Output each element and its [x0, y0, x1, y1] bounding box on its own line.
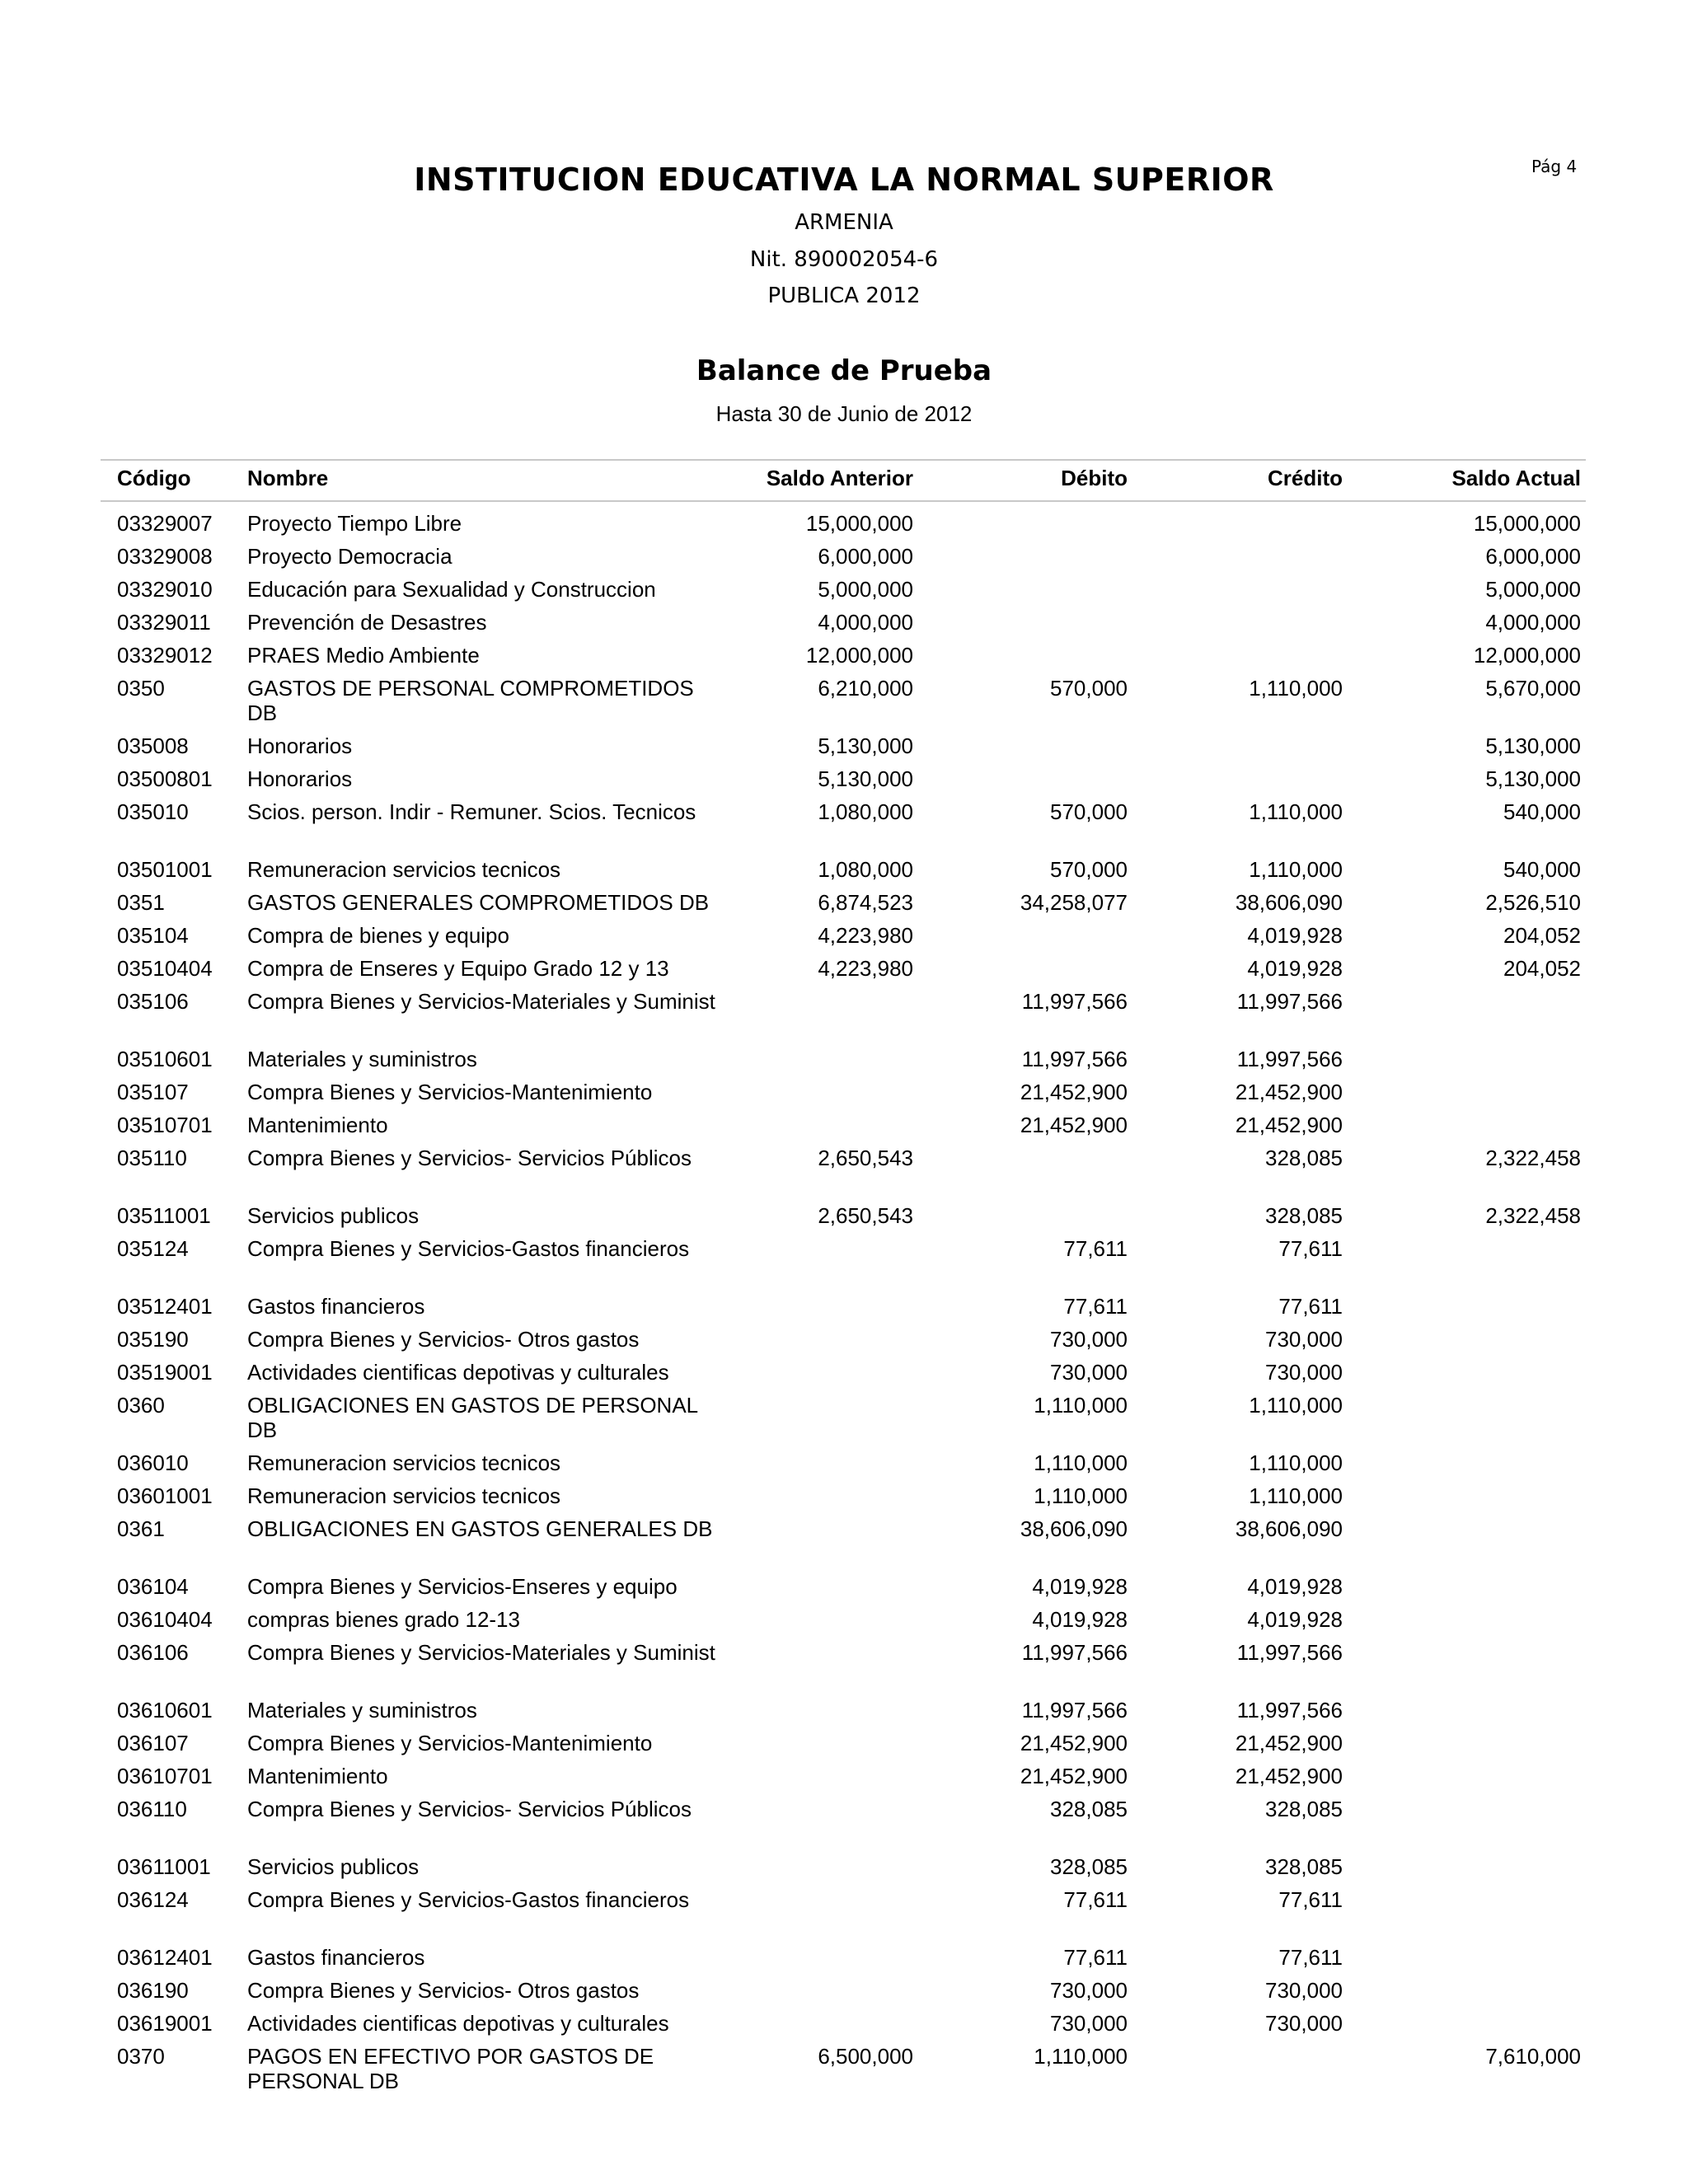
- header-rule-top: [101, 459, 1586, 461]
- col-header-saldo-actual: Saldo Actual: [1451, 466, 1581, 490]
- cell-saldo-actual: 2,322,458: [1485, 1203, 1581, 1228]
- table-row: [0, 1294, 1688, 1327]
- cell-code: 036107: [117, 1731, 189, 1755]
- cell-debito: 21,452,900: [1020, 1080, 1128, 1104]
- table-row: [0, 1080, 1688, 1113]
- table-row: [0, 1113, 1688, 1146]
- cell-name: Compra Bienes y Servicios- Servicios Públicos: [247, 1146, 692, 1170]
- cell-credito: 328,085: [1265, 1797, 1343, 1821]
- table-row: [0, 1978, 1688, 2011]
- col-header-debito: Débito: [1061, 466, 1128, 490]
- cell-name: GASTOS GENERALES COMPROMETIDOS DB: [247, 890, 710, 915]
- col-header-code: Código: [117, 466, 191, 490]
- nit: Nit. 890002054-6: [749, 247, 939, 272]
- cell-debito: 21,452,900: [1020, 1764, 1128, 1788]
- cell-code: 03611001: [117, 1854, 211, 1879]
- page-number: Pág 4: [1531, 157, 1578, 176]
- cell-code: 03511001: [117, 1203, 211, 1228]
- cell-debito: 38,606,090: [1020, 1516, 1128, 1541]
- table-row: [0, 2044, 1688, 2102]
- publica-year: PUBLICA 2012: [767, 284, 921, 308]
- cell-code: 036106: [117, 1640, 189, 1665]
- cell-debito: 1,110,000: [1034, 1483, 1128, 1508]
- cell-saldo-anterior: 1,080,000: [818, 857, 913, 882]
- col-header-credito: Crédito: [1268, 466, 1343, 490]
- cell-name: Compra de bienes y equipo: [247, 923, 509, 948]
- cell-debito: 77,611: [1063, 1887, 1128, 1912]
- cell-name: Compra Bienes y Servicios-Materiales y Suminist: [247, 989, 715, 1014]
- cell-credito: 4,019,928: [1247, 1607, 1343, 1632]
- cell-code: 03510601: [117, 1047, 213, 1071]
- table-row: [0, 890, 1688, 923]
- cell-saldo-anterior: 5,000,000: [818, 577, 913, 602]
- cell-code: 03329010: [117, 577, 213, 602]
- table-row: [0, 2011, 1688, 2044]
- cell-debito: 21,452,900: [1020, 1113, 1128, 1137]
- cell-saldo-actual: 540,000: [1503, 799, 1581, 824]
- cell-name: Servicios publicos: [247, 1854, 420, 1879]
- cell-name: Compra Bienes y Servicios-Enseres y equipo: [247, 1574, 678, 1599]
- cell-saldo-actual: 4,000,000: [1485, 610, 1581, 635]
- cell-credito: 11,997,566: [1236, 1698, 1343, 1722]
- cell-debito: 4,019,928: [1032, 1607, 1128, 1632]
- cell-saldo-actual: 540,000: [1503, 857, 1581, 882]
- cell-saldo-anterior: 2,650,543: [818, 1203, 913, 1228]
- cell-code: 03601001: [117, 1483, 213, 1508]
- table-row: [0, 956, 1688, 989]
- table-row: [0, 1360, 1688, 1393]
- cell-debito: 328,085: [1050, 1797, 1128, 1821]
- cell-saldo-anterior: 6,500,000: [818, 2044, 913, 2069]
- table-row: [0, 799, 1688, 857]
- table-row: [0, 1327, 1688, 1360]
- table-row: [0, 733, 1688, 766]
- cell-saldo-anterior: 6,000,000: [818, 544, 913, 569]
- cell-code: 03510701: [117, 1113, 213, 1137]
- cell-debito: 4,019,928: [1032, 1574, 1128, 1599]
- cell-credito: 21,452,900: [1235, 1080, 1343, 1104]
- table-row: [0, 857, 1688, 890]
- table-row: [0, 1731, 1688, 1764]
- cell-debito: 570,000: [1050, 857, 1128, 882]
- cell-saldo-actual: 12,000,000: [1473, 643, 1581, 668]
- cell-credito: 11,997,566: [1236, 1047, 1343, 1071]
- cell-saldo-anterior: 4,000,000: [818, 610, 913, 635]
- cell-debito: 328,085: [1050, 1854, 1128, 1879]
- cell-debito: 570,000: [1050, 676, 1128, 701]
- cell-code: 03329012: [117, 643, 213, 668]
- cell-name: Compra Bienes y Servicios-Materiales y Suminist: [247, 1640, 715, 1665]
- cell-name: Honorarios: [247, 766, 353, 791]
- table-row: [0, 1797, 1688, 1854]
- cell-code: 03519001: [117, 1360, 213, 1385]
- cell-name: GASTOS DE PERSONAL COMPROMETIDOS DB: [247, 676, 694, 725]
- cell-name: Compra Bienes y Servicios-Mantenimiento: [247, 1080, 653, 1104]
- cell-debito: 1,110,000: [1034, 1393, 1128, 1418]
- cell-debito: 730,000: [1050, 1360, 1128, 1385]
- cell-credito: 11,997,566: [1236, 989, 1343, 1014]
- cell-credito: 328,085: [1265, 1203, 1343, 1228]
- cell-credito: 77,611: [1278, 1294, 1343, 1319]
- table-row: [0, 1945, 1688, 1978]
- cell-name: Mantenimiento: [247, 1764, 388, 1788]
- cell-credito: 38,606,090: [1235, 890, 1343, 915]
- table-row: [0, 989, 1688, 1047]
- cell-debito: 77,611: [1063, 1294, 1128, 1319]
- col-header-saldo-anterior: Saldo Anterior: [766, 466, 913, 490]
- cell-credito: 77,611: [1278, 1887, 1343, 1912]
- cell-credito: 328,085: [1265, 1146, 1343, 1170]
- cell-credito: 1,110,000: [1249, 799, 1343, 824]
- cell-debito: 34,258,077: [1020, 890, 1128, 915]
- cell-debito: 21,452,900: [1020, 1731, 1128, 1755]
- cell-saldo-actual: 5,670,000: [1485, 676, 1581, 701]
- cell-saldo-anterior: 6,210,000: [818, 676, 913, 701]
- cell-name: Remuneracion servicios tecnicos: [247, 1451, 561, 1475]
- table-row: [0, 1854, 1688, 1887]
- cell-saldo-anterior: 12,000,000: [805, 643, 913, 668]
- institution-name: INSTITUCION EDUCATIVA LA NORMAL SUPERIOR: [414, 162, 1274, 198]
- cell-code: 03610404: [117, 1607, 213, 1632]
- cell-credito: 77,611: [1278, 1236, 1343, 1261]
- cell-debito: 11,997,566: [1021, 989, 1128, 1014]
- cell-saldo-anterior: 6,874,523: [818, 890, 913, 915]
- cell-name: PRAES Medio Ambiente: [247, 643, 480, 668]
- cell-credito: 1,110,000: [1249, 676, 1343, 701]
- table-row: [0, 766, 1688, 799]
- cell-code: 0361: [117, 1516, 165, 1541]
- cell-name: Compra Bienes y Servicios-Mantenimiento: [247, 1731, 653, 1755]
- cell-saldo-anterior: 5,130,000: [818, 733, 913, 758]
- cell-credito: 21,452,900: [1235, 1113, 1343, 1137]
- table-row: [0, 1516, 1688, 1574]
- cell-code: 03329007: [117, 511, 213, 536]
- table-row: [0, 544, 1688, 577]
- cell-name: Actividades cientificas depotivas y culturales: [247, 2011, 669, 2036]
- cell-debito: 11,997,566: [1021, 1047, 1128, 1071]
- cell-credito: 21,452,900: [1235, 1731, 1343, 1755]
- cell-code: 03510404: [117, 956, 213, 981]
- cell-saldo-anterior: 15,000,000: [805, 511, 913, 536]
- cell-name: Compra Bienes y Servicios- Otros gastos: [247, 1978, 640, 2003]
- cell-saldo-actual: 7,610,000: [1485, 2044, 1581, 2069]
- cell-code: 03329011: [117, 610, 211, 635]
- cell-name: Compra Bienes y Servicios-Gastos financieros: [247, 1887, 690, 1912]
- cell-name: Compra Bienes y Servicios- Otros gastos: [247, 1327, 640, 1352]
- cell-credito: 730,000: [1265, 1327, 1343, 1352]
- cell-saldo-anterior: 2,650,543: [818, 1146, 913, 1170]
- cell-credito: 1,110,000: [1249, 1451, 1343, 1475]
- table-row: [0, 1698, 1688, 1731]
- cell-credito: 38,606,090: [1235, 1516, 1343, 1541]
- table-row: [0, 1764, 1688, 1797]
- table-row: [0, 643, 1688, 676]
- cell-credito: 1,110,000: [1249, 1483, 1343, 1508]
- cell-name: Mantenimiento: [247, 1113, 388, 1137]
- cell-code: 03610701: [117, 1764, 213, 1788]
- cell-name: Prevención de Desastres: [247, 610, 487, 635]
- table-row: [0, 1887, 1688, 1945]
- cell-code: 03329008: [117, 544, 213, 569]
- cell-debito: 570,000: [1050, 799, 1128, 824]
- cell-credito: 4,019,928: [1247, 956, 1343, 981]
- cell-name: Gastos financieros: [247, 1294, 425, 1319]
- cell-name: Proyecto Tiempo Libre: [247, 511, 462, 536]
- cell-saldo-actual: 204,052: [1503, 956, 1581, 981]
- cell-code: 036190: [117, 1978, 189, 2003]
- cell-name: compras bienes grado 12-13: [247, 1607, 520, 1632]
- cell-code: 03619001: [117, 2011, 213, 2036]
- table-row: [0, 1236, 1688, 1294]
- cell-name: Remuneracion servicios tecnicos: [247, 1483, 561, 1508]
- cell-name: PAGOS EN EFECTIVO POR GASTOS DE PERSONAL DB: [247, 2044, 654, 2093]
- cell-credito: 4,019,928: [1247, 1574, 1343, 1599]
- cell-name: Proyecto Democracia: [247, 544, 452, 569]
- cell-credito: 1,110,000: [1249, 1393, 1343, 1418]
- cell-saldo-actual: 15,000,000: [1473, 511, 1581, 536]
- cell-code: 03500801: [117, 766, 213, 791]
- table-row: [0, 1607, 1688, 1640]
- cell-code: 035190: [117, 1327, 189, 1352]
- cell-credito: 11,997,566: [1236, 1640, 1343, 1665]
- table-row: [0, 1047, 1688, 1080]
- cell-debito: 1,110,000: [1034, 1451, 1128, 1475]
- cell-name: Remuneracion servicios tecnicos: [247, 857, 561, 882]
- cell-saldo-actual: 2,526,510: [1485, 890, 1581, 915]
- table-row: [0, 1451, 1688, 1483]
- cell-code: 03501001: [117, 857, 213, 882]
- table-body: [0, 511, 1688, 2102]
- cell-code: 0351: [117, 890, 165, 915]
- cell-name: Servicios publicos: [247, 1203, 420, 1228]
- cell-debito: 730,000: [1050, 2011, 1128, 2036]
- report-title: Balance de Prueba: [696, 354, 992, 387]
- table-row: [0, 577, 1688, 610]
- table-row: [0, 511, 1688, 544]
- cell-name: Scios. person. Indir - Remuner. Scios. Tecnicos: [247, 799, 696, 824]
- cell-name: Compra Bienes y Servicios-Gastos financieros: [247, 1236, 690, 1261]
- table-header: [0, 466, 1688, 495]
- cell-code: 036110: [117, 1797, 187, 1821]
- cell-credito: 328,085: [1265, 1854, 1343, 1879]
- cell-saldo-actual: 5,000,000: [1485, 577, 1581, 602]
- cell-credito: 730,000: [1265, 1978, 1343, 2003]
- cell-saldo-actual: 5,130,000: [1485, 766, 1581, 791]
- table-row: [0, 1146, 1688, 1203]
- table-row: [0, 923, 1688, 956]
- cell-credito: 77,611: [1278, 1945, 1343, 1970]
- table-row: [0, 676, 1688, 733]
- cell-debito: 730,000: [1050, 1978, 1128, 2003]
- cell-name: Honorarios: [247, 733, 353, 758]
- city: ARMENIA: [795, 210, 893, 235]
- cell-code: 035110: [117, 1146, 187, 1170]
- table-row: [0, 1574, 1688, 1607]
- cell-code: 035106: [117, 989, 189, 1014]
- cell-name: Compra Bienes y Servicios- Servicios Públicos: [247, 1797, 692, 1821]
- cell-code: 036010: [117, 1451, 189, 1475]
- cell-saldo-actual: 204,052: [1503, 923, 1581, 948]
- report-range: Hasta 30 de Junio de 2012: [715, 401, 973, 426]
- cell-saldo-anterior: 4,223,980: [818, 923, 913, 948]
- cell-credito: 730,000: [1265, 2011, 1343, 2036]
- cell-saldo-anterior: 1,080,000: [818, 799, 913, 824]
- cell-debito: 11,997,566: [1021, 1698, 1128, 1722]
- cell-name: Educación para Sexualidad y Construccion: [247, 577, 656, 602]
- cell-credito: 730,000: [1265, 1360, 1343, 1385]
- table-row: [0, 1203, 1688, 1236]
- cell-code: 03612401: [117, 1945, 213, 1970]
- cell-code: 035124: [117, 1236, 189, 1261]
- cell-debito: 77,611: [1063, 1236, 1128, 1261]
- cell-code: 035104: [117, 923, 189, 948]
- table-row: [0, 1640, 1688, 1698]
- cell-name: Actividades cientificas depotivas y culturales: [247, 1360, 669, 1385]
- cell-saldo-actual: 2,322,458: [1485, 1146, 1581, 1170]
- cell-debito: 77,611: [1063, 1945, 1128, 1970]
- table-row: [0, 1393, 1688, 1451]
- header-rule-bottom: [101, 500, 1586, 502]
- cell-saldo-anterior: 4,223,980: [818, 956, 913, 981]
- cell-name: Materiales y suministros: [247, 1698, 477, 1722]
- cell-code: 035107: [117, 1080, 189, 1104]
- table-row: [0, 1483, 1688, 1516]
- cell-debito: 1,110,000: [1034, 2044, 1128, 2069]
- cell-code: 0370: [117, 2044, 165, 2069]
- cell-code: 036104: [117, 1574, 189, 1599]
- cell-name: Gastos financieros: [247, 1945, 425, 1970]
- table-row: [0, 610, 1688, 643]
- col-header-name: Nombre: [247, 466, 329, 490]
- cell-code: 036124: [117, 1887, 189, 1912]
- cell-name: OBLIGACIONES EN GASTOS DE PERSONAL DB: [247, 1393, 698, 1442]
- cell-credito: 21,452,900: [1235, 1764, 1343, 1788]
- cell-code: 035010: [117, 799, 189, 824]
- cell-name: Compra de Enseres y Equipo Grado 12 y 13: [247, 956, 669, 981]
- cell-code: 03512401: [117, 1294, 213, 1319]
- cell-code: 0360: [117, 1393, 165, 1418]
- cell-credito: 1,110,000: [1249, 857, 1343, 882]
- cell-name: Materiales y suministros: [247, 1047, 477, 1071]
- cell-code: 03610601: [117, 1698, 213, 1722]
- cell-saldo-actual: 5,130,000: [1485, 733, 1581, 758]
- cell-name: OBLIGACIONES EN GASTOS GENERALES DB: [247, 1516, 713, 1541]
- cell-debito: 730,000: [1050, 1327, 1128, 1352]
- cell-code: 0350: [117, 676, 165, 701]
- cell-saldo-anterior: 5,130,000: [818, 766, 913, 791]
- cell-debito: 11,997,566: [1021, 1640, 1128, 1665]
- cell-code: 035008: [117, 733, 189, 758]
- cell-credito: 4,019,928: [1247, 923, 1343, 948]
- cell-saldo-actual: 6,000,000: [1485, 544, 1581, 569]
